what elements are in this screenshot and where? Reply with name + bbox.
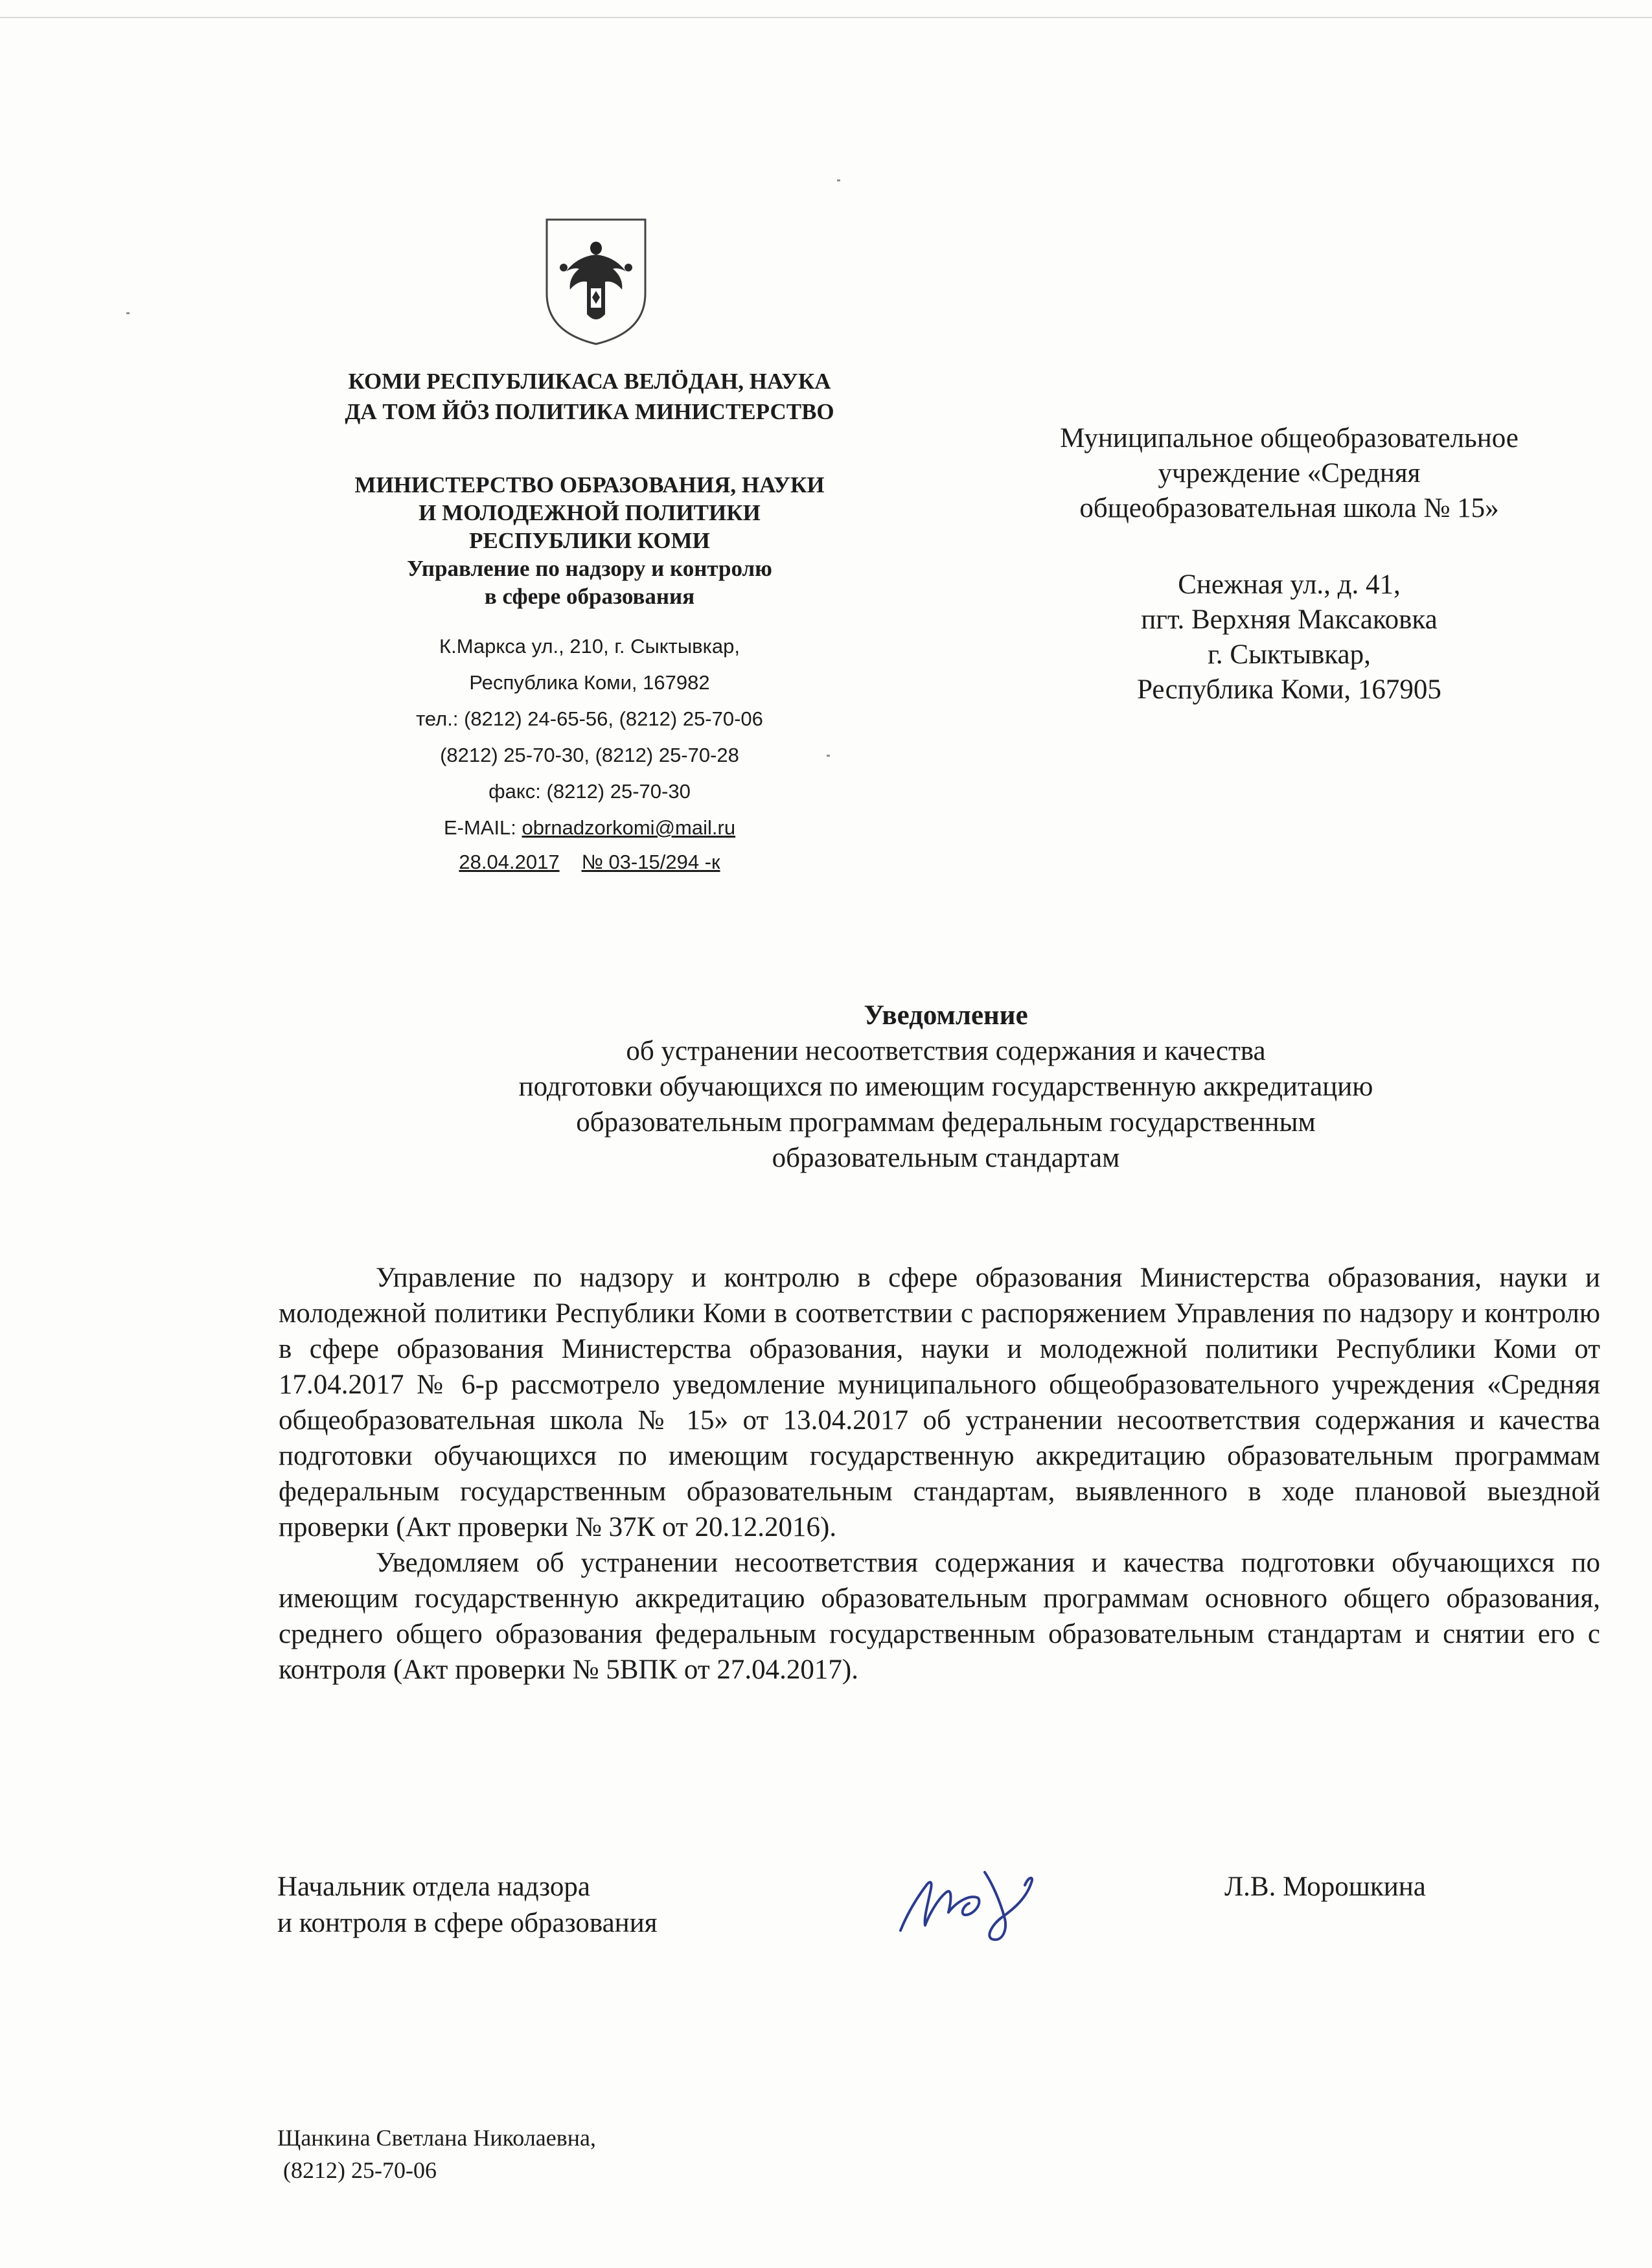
title-line4: образовательным стандартам xyxy=(772,1143,1120,1173)
ministry-name-ru-line1: МИНИСТЕРСТВО ОБРАЗОВАНИЯ, НАУКИ xyxy=(354,472,825,498)
body-paragraph: Управление по надзору и контролю в сфере образования Министерства образования, науки и молодежной политики Республики Коми в соответствии с распоряжением Управления по надзору и контролю в сфере образования Министерства образования, науки и молодежной политики Республики Коми от 17.04.2017 № 6-р рассмотрело уведомление муниципального общеобразовательного учреждения «Средняя общеобразовательная школа № 15» от 13.04.2017 об устранении несоответствия содержания и качества подготовки обучающихся по имеющим государственную аккредитацию образовательным программам федеральным государственным образовательным стандартам, выявленного в ходе плановой выездной проверки (Акт проверки № 37К от 20.12.2016). xyxy=(279,1263,1600,1542)
sender-address-line1: К.Маркса ул., 210, г. Сыктывкар, xyxy=(439,635,740,658)
scan-edge-line xyxy=(0,17,1652,18)
title-line1: об устранении несоответствия содержания и качества xyxy=(626,1036,1266,1066)
sender-ministry-header xyxy=(298,366,881,610)
executor-info xyxy=(277,2122,860,2186)
title-line3: образовательным программам федеральным государственным xyxy=(576,1107,1316,1138)
signatory-position-line1: Начальник отдела надзора xyxy=(277,1872,590,1902)
sender-fax: факс: (8212) 25-70-30 xyxy=(488,780,691,803)
signatory-name: Л.В. Морошкина xyxy=(1224,1872,1426,1902)
recipient-address-line4: Республика Коми, 167905 xyxy=(1137,674,1441,705)
document-body xyxy=(279,1260,1600,1688)
scan-speck xyxy=(126,312,130,314)
registration-date: 28.04.2017 xyxy=(459,851,560,873)
ministry-name-komi-line2: ДА ТОМ ЙӦЗ ПОЛИТИКА МИНИСТЕРСТВО xyxy=(345,399,834,424)
email-label: E-MAIL: xyxy=(443,816,522,839)
sender-contacts xyxy=(298,628,881,846)
sender-phone-line2: (8212) 25-70-30, (8212) 25-70-28 xyxy=(440,744,739,766)
executor-phone: (8212) 25-70-06 xyxy=(277,2157,437,2183)
executor-name: Щанкина Светлана Николаевна, xyxy=(277,2125,596,2151)
email-link[interactable]: obrnadzorkomi@mail.ru xyxy=(522,816,736,839)
ministry-name-komi-line1: КОМИ РЕСПУБЛИКАСА ВЕЛӦДАН, НАУКА xyxy=(348,369,831,394)
sender-phone-line1: тел.: (8212) 24-65-56, (8212) 25-70-06 xyxy=(416,707,763,730)
recipient-address-line2: пгт. Верхняя Максаковка xyxy=(1141,604,1438,635)
recipient-block xyxy=(978,421,1600,707)
ministry-name-ru-line2: И МОЛОДЕЖНОЙ ПОЛИТИКИ xyxy=(419,500,761,525)
recipient-address-line1: Снежная ул., д. 41, xyxy=(1178,569,1401,600)
document-title xyxy=(363,998,1529,1176)
department-name-line2: в сфере образования xyxy=(484,584,695,609)
title-heading: Уведомление xyxy=(864,1000,1028,1031)
recipient-name-line1: Муниципальное общеобразовательное xyxy=(1060,423,1519,453)
recipient-name-line3: общеобразовательная школа № 15» xyxy=(1079,493,1499,523)
handwritten-signature xyxy=(888,1853,1075,1950)
signatory-position xyxy=(277,1869,796,1942)
sender-address-line2: Республика Коми, 167982 xyxy=(469,671,710,694)
recipient-address-line3: г. Сыктывкар, xyxy=(1208,639,1371,670)
registration-line xyxy=(298,851,881,874)
ministry-name-ru-line3: РЕСПУБЛИКИ КОМИ xyxy=(469,528,710,553)
scan-speck xyxy=(837,179,840,181)
body-paragraph: Уведомляем об устранении несоответствия содержания и качества подготовки обучающихся по имеющим государственную аккредитацию образовательным программам основного общего образования, среднего общего образования федеральным государственным образовательным стандартам и снятии его с контроля (Акт проверки № 5ВПК от 27.04.2017). xyxy=(279,1548,1600,1685)
title-line2: подготовки обучающихся по имеющим государственную аккредитацию xyxy=(518,1071,1373,1102)
coat-of-arms-emblem xyxy=(544,217,648,347)
department-name-line1: Управление по надзору и контролю xyxy=(407,556,772,581)
signatory-position-line2: и контроля в сфере образования xyxy=(277,1908,658,1938)
sender-email-row xyxy=(298,810,881,846)
recipient-name-line2: учреждение «Средняя xyxy=(1158,458,1421,488)
registration-number: № 03-15/294 -к xyxy=(581,851,720,873)
